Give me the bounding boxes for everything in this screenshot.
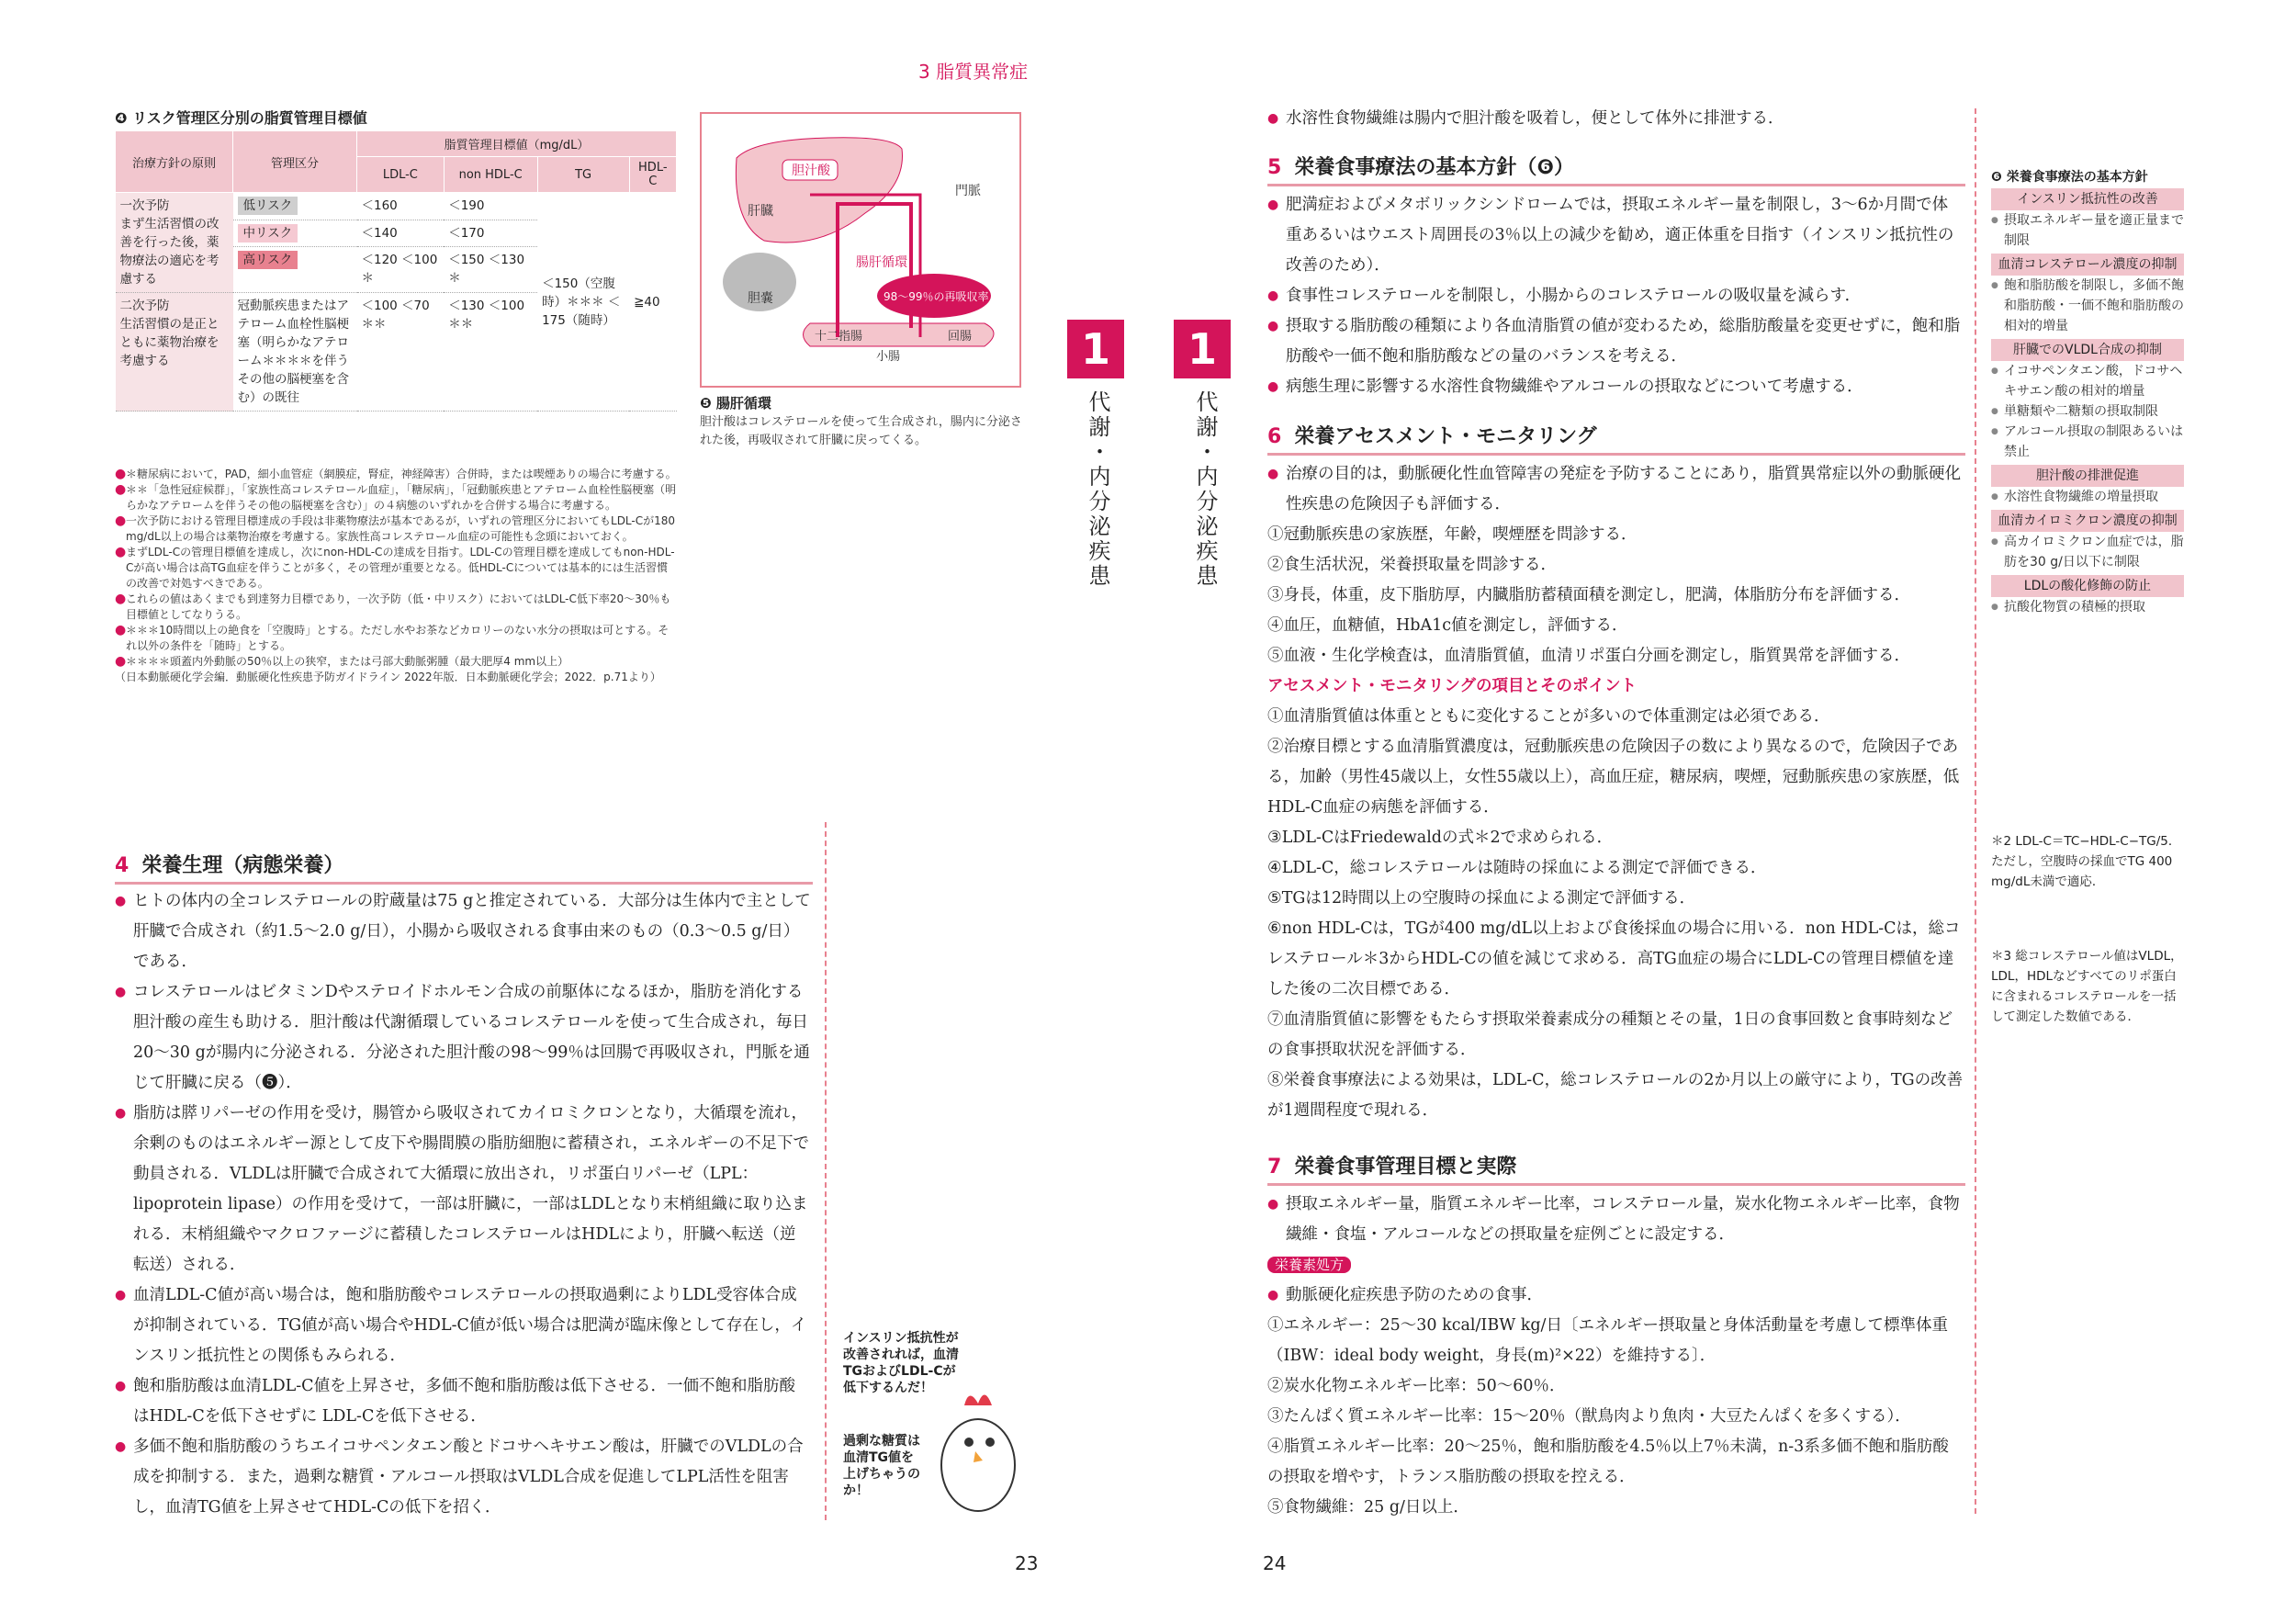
divider-left — [825, 822, 827, 1520]
th-tg: TG — [537, 157, 629, 193]
primary-cell: 一次予防 まず生活習慣の改善を行った後，薬物療法の適応を考慮する — [116, 193, 233, 293]
sec6-heading: 6 栄養アセスメント・モニタリング — [1267, 421, 1965, 456]
enterohepatic-figure — [700, 112, 1021, 388]
chapter-tab-right: 1 — [1174, 320, 1231, 378]
chapter-label-right: 代謝・内分泌疾患 — [1192, 390, 1218, 589]
right-top-bullet: ● 水溶性食物繊維は腸内で胆汁酸を吸着し，便として体外に排泄する． — [1267, 104, 1956, 134]
label-rate: 98〜99％の再吸収率！ — [884, 290, 1000, 303]
badge-high: 高リスク — [238, 251, 298, 269]
figure5-caption: 胆汁酸はコレステロールを使って生合成され，腸内に分泌された後，再吸収されて肝臓に戻ってくる。 — [700, 415, 1022, 447]
table4-title: ❹ リスク管理区分別の脂質管理目標値 — [115, 109, 367, 127]
figure5-caption-title: ❺ 腸肝循環 — [700, 395, 771, 412]
mascot-speech1: インスリン抵抗性が改善されれば，血清TGおよびLDL-Cが低下するんだ！ — [843, 1331, 959, 1395]
page-number-left: 23 — [1015, 1552, 1039, 1574]
chapter-header: 3 脂質異常症 — [918, 61, 1029, 83]
sec4-body: ● ヒトの体内の全コレステロールの貯蔵量は75 gと推定されている．大部分は生体内で主として肝臓で合成され（約1.5〜2.0 g/日），小腸から吸収される食事由来のもの（0.3〜0.5 g/日）である． ● コレステロールはビタミンDやステロイドホルモン合成の前駆体になるほか，脂肪を消化する胆汁酸の産生も助ける．胆汁酸は代謝循環しているコレステロールを使って生合成され，毎日20〜30 gが腸内に分泌される．分泌された胆汁酸の98〜99％は回腸で再吸収され，門脈を通じて肝臓に戻る（❺）． ● 脂肪は膵リパーゼの作用を受け，腸管から吸収されてカイロミクロンとなり，大循環を流れ，余剰のものはエネルギー源として皮下や腸間膜の脂肪細胞に蓄積され，エネルギーの不足下で動員される．VLDLは肝臓で合成されて大循環に放出され，リポ蛋白リパーゼ（LPL：lipoprotein lipase）の作用を受けて，一部は肝臓に，一部はLDLとなり末梢組織に取り込まれる．末梢組織やマクロファージに蓄積したコレステロールはHDLにより，肝臓へ転送（逆転送）される． ● 血清LDL-C値が高い場合は，飽和脂肪酸やコレステロールの摂取過剰によりLDL受容体合成が抑制されている．TG値が高い場合やHDL-C値が低い場合は肥満が臨床像として存在し，インスリン抵抗性との関係もみられる． ● 飽和脂肪酸は血清LDL-C値を上昇させ，多価不飽和脂肪酸は低下させる．一価不飽和脂肪酸はHDL-Cを低下させずに LDL-Cを低下させる． ● 多価不飽和脂肪酸のうちエイコサペンタエン酸とドコサヘキサエン酸は，肝臓でのVLDLの合成を抑制する．また，過剰な糖質・アルコール摂取はVLDL合成を促進してLPL活性を阻害し，血清TG値を上昇させてHDL-Cの低下を招く． — [115, 886, 811, 1523]
assessment-subhead: アセスメント・モニタリングの項目とそのポイント — [1267, 677, 1637, 695]
th-category: 管理区分 — [233, 131, 357, 193]
th-principle: 治療方針の原則 — [116, 131, 233, 193]
mascot-speech2: 過剰な糖質は血清TG値を上げちゃうのか！ — [843, 1434, 920, 1498]
th-hdl: HDL-C — [629, 157, 676, 193]
badge-mid: 中リスク — [238, 224, 298, 242]
source: （日本動脈硬化学会編．動脈硬化性疾患予防ガイドライン 2022年版．日本動脈硬化学会；2022．p.71より） — [115, 671, 661, 683]
tg-cell: ＜150（空腹時）＊＊＊ ＜175（随時） — [537, 193, 629, 412]
badge-low: 低リスク — [238, 197, 298, 215]
sec4-heading: 4 栄養生理（病態栄養） — [115, 850, 813, 885]
table-notes: ● ＊糖尿病において，PAD，細小血管症（網膜症，腎症，神経障害）合併時，または喫煙ありの場合に考慮する。 ● ＊＊「急性冠症候群」，「家族性高コレステロール血症」，「糖尿病」，「冠動脈疾患とアテローム血栓性脳梗塞（明らかなアテロームを伴うその他の脳梗塞を含む）」の４病態のいずれかを合併する場合に考慮する。 ● 一次予防における管理目標達成の手段は非薬物療法が基本であるが，いずれの管理区分においてもLDL-Cが180 mg/dL以上の場合は薬物治療を考慮する。家族性高コレステロール血症の可能性も念頭においておく。 ● まずLDL-Cの管理目標値を達成し，次にnon-HDL-Cの達成を目指す。LDL-Cの管理目標を達成してもnon-HDL-Cが高い場合は高TG血症を伴うことが多く，その管理が重要となる。低HDL-Cについては基本的には生活習慣の改善で対処すべきである。 ● これらの値はあくまでも到達努力目標であり，一次予防（低・中リスク）においてはLDL-C低下率20〜30％も目標値としてなりうる。 ● ＊＊＊10時間以上の絶食を「空腹時」とする。ただし水やお茶などカロリーのない水分の摂取は可とする。それ以外の条件を「随時」とする。 ● ＊＊＊＊頭蓋内外動脈の50％以上の狭窄，または弓部大動脈粥腫（最大肥厚4 mm以上） （日本動脈硬化学会編．動脈硬化性疾患予防ガイドライン 2022年版．日本動脈硬化学会；2022．p.71より） — [115, 467, 677, 685]
sec7-body: ● 摂取エネルギー量，脂質エネルギー比率，コレステロール量，炭水化物エネルギー比率，食物繊維・食塩・アルコールなどの摂取量を症例ごとに設定する． 栄養素処方 ● 動脈硬化症疾患予防のための食事． ①エネルギー：25〜30 kcal/IBW kg/日〔エネルギー摂取量と身体活動量を考慮して標準体重（IBW：ideal body weight，身長(m)²×22）を維持する〕． ②炭水化物エネルギー比率：50〜60％． ③たんぱく質エネルギー比率：15〜20％（獣鳥肉より魚肉・大豆たんぱくを多くする）． ④脂質エネルギー比率：20〜25％，飽和脂肪酸を4.5％以上7％未満，n-3系多価不飽和脂肪酸の摂取を増やす，トランス脂肪酸の摂取を控える． ⑤食物繊維：25 g/日以上． — [1267, 1190, 1964, 1523]
label-portal: 門脈 — [955, 184, 981, 198]
risk-table: 治療方針の原則 管理区分 脂質管理目標値（mg/dL） LDL-C non HDL-C TG HDL-C 一次予防 まず生活習慣の改善を行った後，薬物療法の適応を考慮する 低リスク ＜160 ＜190 ＜150（空腹時）＊＊＊ ＜175（随時） ≧40 中リスク ＜140 ＜170 高リスク ＜120 ＜100＊ ＜150 ＜130＊ 二次予防 生活習慣の是正とともに薬物治療を考慮する 冠動脈疾患またはアテローム血栓性脳梗塞（明らかなアテローム＊＊＊＊を伴うその他の脳梗塞を含む）の既往 ＜100 ＜70＊＊ ＜130 ＜100＊＊ — [115, 130, 677, 412]
page-number-right: 24 — [1263, 1552, 1287, 1574]
th-nonhdl: non HDL-C — [444, 157, 537, 193]
divider-right — [1975, 108, 1976, 1514]
secondary-cell: 二次予防 生活習慣の是正とともに薬物治療を考慮する — [116, 293, 233, 412]
chapter-tab-left: 1 — [1067, 320, 1124, 378]
sec6-body: ● 治療の目的は，動脈硬化性血管障害の発症を予防することにあり，脂質異常症以外の動脈硬化性疾患の危険因子も評価する． ①冠動脈疾患の家族歴，年齢，喫煙歴を問診する． ②食生活状況，栄養摂取量を問診する． ③身長，体重，皮下脂肪厚，内臓脂肪蓄積面積を測定し，肥満，体脂肪分布を評価する． ④血圧，血糖値，HbA1c値を測定し，評価する． ⑤血液・生化学検査は，血清脂質値，血清リポ蛋白分画を測定し，脂質異常を評価する． アセスメント・モニタリングの項目とそのポイント ①血清脂質値は体重とともに変化することが多いので体重測定は必須である． ②治療目標とする血清脂質濃度は，冠動脈疾患の危険因子の数により異なるので，危険因子である，加齢（男性45歳以上，女性55歳以上），高血圧症，糖尿病，喫煙，冠動脈疾患の家族歴，低HDL-C血症の病態を評価する． ③LDL-CはFriedewaldの式＊2で求められる． ④LDL-C，総コレステロールは随時の採血による測定で評価できる． ⑤TGは12時間以上の空腹時の採血による測定で評価する． ⑥non HDL-Cは，TGが400 mg/dL以上および食後採血の場合に用いる．non HDL-Cは，総コレステロール＊3からHDL-Cの値を減じて求める．高TG血症の場合にLDL-Cの管理目標値を達した後の二次目標である． ⑦血清脂質値に影響をもたらす摂取栄養素成分の種類とその量，1日の食事回数と食事時刻などの食事摂取状況を評価する． ⑧栄養食事療法による効果は，LDL-C，総コレステロールの2か月以上の厳守により，TGの改善が1週間程度で現れる． — [1267, 459, 1964, 1126]
sidebar6: ❻ 栄養食事療法の基本方針 インスリン抵抗性の改善 ● 摂取エネルギー量を適正量まで制限 血清コレステロール濃度の抑制 ● 飽和脂肪酸を制限し，多価不飽和脂肪酸・一価不飽和脂肪酸の相対的増量 肝臓でのVLDL合成の抑制 ● イコサペンタエン酸，ドコサヘキサエン酸の相対的増量 ● 単糖類や二糖類の摂取制限 ● アルコール摂取の制限あるいは禁止 胆汁酸の排泄促進 ● 水溶性食物繊維の増量摂取 血清カイロミクロン濃度の抑制 ● 高カイロミクロン血症では，脂肪を30 g/日以下に制限 LDLの酸化修飾の防止 ● 抗酸化物質の積極的摂取 — [1991, 167, 2184, 617]
label-ileum: 回腸 — [948, 330, 973, 344]
chicken-mascot-icon — [928, 1378, 1029, 1516]
label-small: 小腸 — [876, 350, 901, 364]
sidebar6-title: ❻ 栄養食事療法の基本方針 — [1991, 170, 2148, 185]
sec5-body: ● 肥満症およびメタボリックシンドロームでは，摂取エネルギー量を制限し，3〜6か月間で体重あるいはウエスト周囲長の3％以上の減少を勧め，適正体重を目指す（インスリン抵抗性の改善のため）． ● 食事性コレステロールを制限し，小腸からのコレステロールの吸収量を減らす． ● 摂取する脂肪酸の種類により各血清脂質の値が変わるため，総脂肪酸量を変更せずに，飽和脂肪酸や一価不飽和脂肪酸などの量のバランスを考える． ● 病態生理に影響する水溶性食物繊維やアルコールの摂取などについて考慮する． — [1267, 190, 1964, 402]
chapter-label-left: 代謝・内分泌疾患 — [1085, 390, 1110, 589]
label-duo: 十二指腸 — [815, 330, 863, 344]
label-liver: 肝臓 — [748, 204, 773, 219]
label-bile: 胆汁酸 — [792, 164, 830, 178]
label-cycle: 腸肝循環 — [856, 255, 907, 270]
nutrient-tag: 栄養素処方 — [1267, 1257, 1351, 1273]
footnote-3: ＊3 総コレステロール値はVLDL，LDL，HDLなどすべてのリポ蛋白に含まれるコレステロールを一括して測定した数値である． — [1991, 949, 2183, 1024]
th-target: 脂質管理目標値（mg/dL） — [357, 131, 677, 157]
hdl-cell: ≧40 — [629, 193, 676, 412]
footnote-2: ＊2 LDL-C＝TC−HDL-C−TG/5．ただし，空腹時の採血でTG 400 mg/dL未満で適応． — [1991, 834, 2181, 889]
th-ldl: LDL-C — [357, 157, 445, 193]
label-gall: 胆嚢 — [748, 291, 773, 306]
sec7-heading: 7 栄養食事管理目標と実際 — [1267, 1151, 1965, 1186]
sec5-heading: 5 栄養食事療法の基本方針（❻） — [1267, 152, 1965, 186]
